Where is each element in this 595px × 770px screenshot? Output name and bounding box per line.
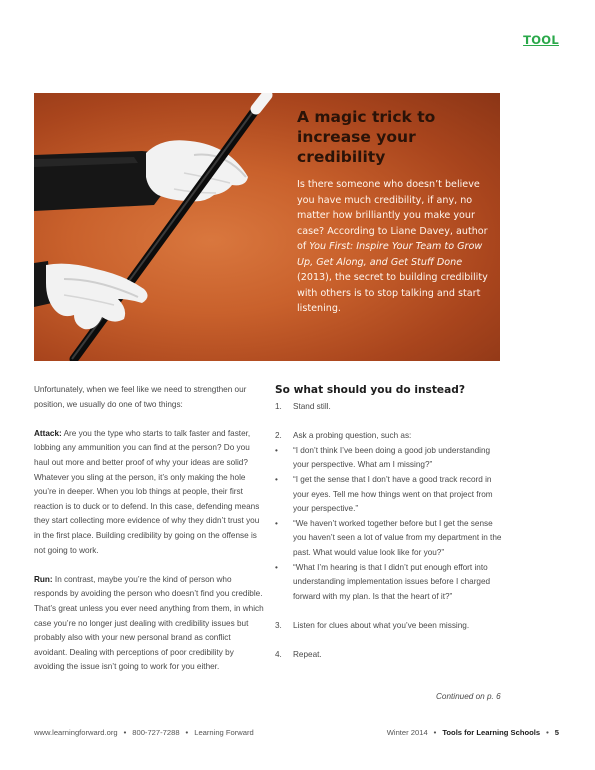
separator: •	[185, 728, 189, 737]
step-text: Ask a probing question, such as:	[293, 431, 412, 441]
bullet-item	[275, 517, 503, 561]
wand-tip-shape	[256, 95, 267, 109]
step-number: 2.	[275, 431, 282, 441]
section-label: TOOL	[523, 33, 559, 47]
step-number: 3.	[275, 620, 282, 630]
article-title: A magic trick to increase your credibility	[297, 108, 436, 166]
intro-text-part-2: (2013), the secret to building credibility with others is to stop talking and start listening.	[297, 272, 488, 314]
bullet-icon: •	[275, 518, 278, 528]
step-item	[275, 648, 503, 663]
article-intro	[297, 177, 489, 317]
step-item	[275, 400, 503, 415]
step-number: 4.	[275, 650, 282, 660]
separator: •	[433, 728, 437, 737]
intro-text-part-1: Is there someone who doesn’t believe you have much credibility, if any, no matter how brilliantly you make your case? According to Liane Davey, author of	[297, 179, 488, 252]
step-item	[275, 429, 503, 444]
bullet-text: “I get the sense that I don’t have a good track record in your eyes. Tell me how things went on that project from your perspective.”	[293, 474, 493, 514]
bullet-text: “What I’m hearing is that I didn’t put enough effort into understanding implementation issues before I charged forward with my plan. Is that the heart of it?”	[293, 562, 491, 601]
step-item	[275, 619, 503, 634]
attack-paragraph	[34, 427, 266, 558]
continued-note: Continued on p. 6	[436, 692, 501, 701]
hero-text-block	[297, 107, 489, 317]
bullet-icon: •	[275, 474, 278, 484]
step-number: 1.	[275, 402, 282, 411]
phone-number: 800-727-7288	[132, 728, 180, 737]
publication-name: Tools for Learning Schools	[442, 728, 541, 737]
bullet-text: “We haven’t worked together before but I get the sense you haven’t seen a lot of value from my department in the past. What would value look like for you?”	[293, 518, 502, 557]
org-name: Learning Forward	[194, 728, 254, 737]
wand-shape	[74, 101, 262, 359]
website-link[interactable]: www.learningforward.org	[34, 728, 118, 737]
footer-left	[34, 728, 254, 737]
step-text: Repeat.	[293, 650, 322, 660]
hero-banner	[34, 93, 500, 361]
step-text: Stand still.	[293, 402, 331, 411]
section-heading: So what should you do instead?	[275, 384, 465, 396]
attack-text: Are you the type who starts to talk faster and faster, lobbing any ammunition you can find at the person? Do you haul out more and better proof of why your ideas are solid? Whatever you sling at the person, it’s only making the hole you’re in deeper. When you lob things at people, their first reaction is to duck or to defend. In this case, defending means they start collecting more evidence of why they didn’t trust you in the first place. Building credibility by going on the offense is not going to work.	[34, 428, 260, 555]
intro-paragraph: Unfortunately, when we feel like we need to strengthen our position, we usually do one of two things:	[34, 385, 247, 409]
issue-date: Winter 2014	[386, 728, 428, 737]
bullet-item	[275, 444, 503, 473]
run-label: Run:	[34, 574, 53, 584]
bullet-text: “I don’t think I’ve been doing a good job understanding your perspective. What am I missing?”	[293, 445, 491, 470]
page-number: 5	[554, 728, 559, 737]
bullet-item	[275, 473, 503, 517]
footer-right	[387, 728, 559, 737]
bullet-icon: •	[275, 445, 278, 455]
step-text: Listen for clues about what you’ve been missing.	[293, 620, 470, 630]
attack-label: Attack:	[34, 428, 62, 438]
run-text: In contrast, maybe you’re the kind of person who responds by avoiding the person who doesn’t find you credible. That’s great unless you ever need anything from them, in which case you’re no longer just dealing with credibility issues but probably also with your new personal brand as conflict avoidant. Dealing with perceptions of poor credibility by avoiding the issue isn’t going to work for you either.	[34, 574, 264, 672]
book-title: You First: Inspire Your Team to Grow Up, Get Along, and Get Stuff Done	[297, 241, 483, 268]
left-column	[34, 383, 266, 675]
bullet-item	[275, 561, 503, 605]
bullet-icon: •	[275, 562, 278, 572]
separator: •	[123, 728, 127, 737]
run-paragraph	[34, 573, 266, 675]
right-column	[275, 383, 503, 663]
separator: •	[546, 728, 549, 737]
